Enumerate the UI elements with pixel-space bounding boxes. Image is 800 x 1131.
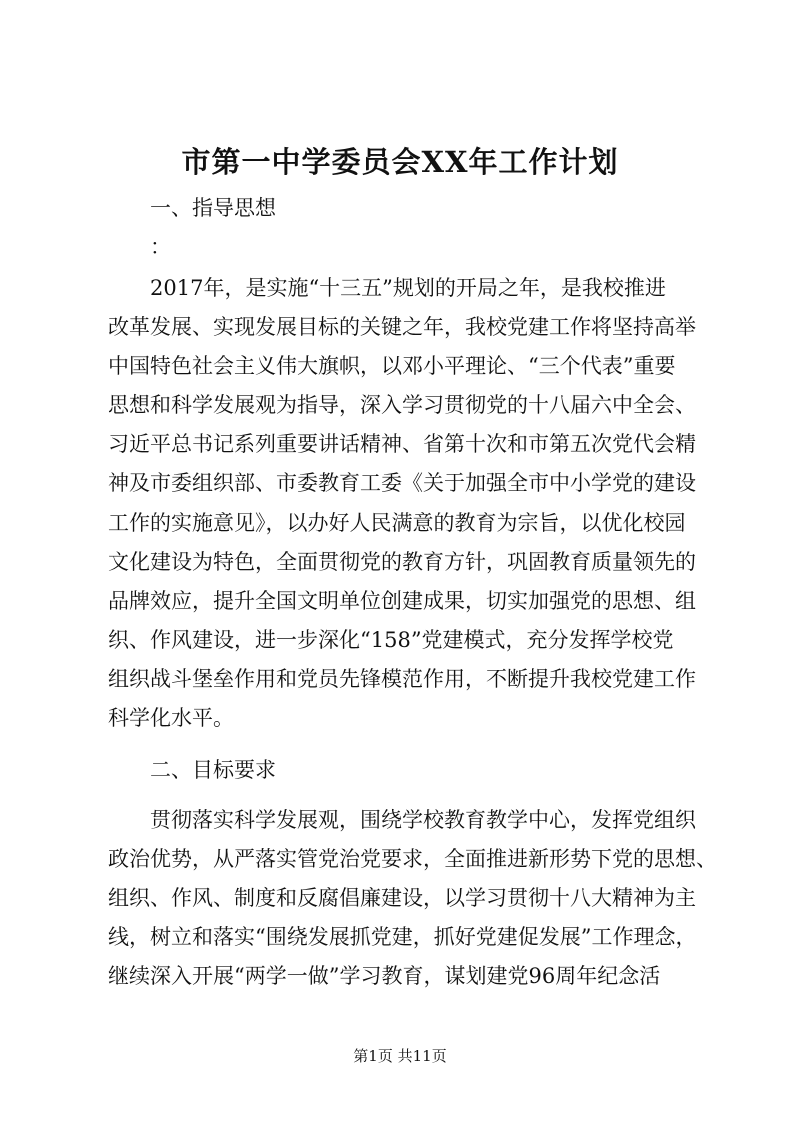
- paragraph-line: 组织战斗堡垒作用和党员先锋模范作用，不断提升我校党建工作: [108, 667, 696, 691]
- paragraph-line: 组织、作风、制度和反腐倡廉建设，以学习贯彻十八大精神为主: [108, 886, 696, 910]
- paragraph-line: 中国特色社会主义伟大旗帜，以邓小平理论、“三个代表”重要: [108, 354, 676, 378]
- paragraph-line: 习近平总书记系列重要讲话精神、省第十次和市第五次党代会精: [108, 432, 696, 456]
- colon-mark: ：: [150, 235, 171, 259]
- paragraph-line: 政治优势，从严落实管党治党要求，全面推进新形势下党的思想、: [108, 847, 717, 871]
- document-title: 市第一中学委员会XX年工作计划: [181, 145, 619, 179]
- paragraph-line: 线，树立和落实“围绕发展抓党建，抓好党建促发展”工作理念，: [108, 925, 697, 949]
- page-number-footer: 第1页 共11页: [353, 1047, 447, 1065]
- paragraph-line: 工作的实施意见》，以办好人民满意的教育为宗旨，以优化校园: [108, 511, 686, 535]
- section-heading-goals: 二、目标要求: [150, 758, 276, 782]
- paragraph-line: 继续深入开展“两学一做”学习教育，谋划建党96周年纪念活: [108, 964, 661, 988]
- paragraph-line: 品牌效应，提升全国文明单位创建成果，切实加强党的思想、组: [108, 589, 696, 613]
- paragraph-line: 改革发展、实现发展目标的关键之年，我校党建工作将坚持高举: [108, 315, 696, 339]
- paragraph-line: 2017年，是实施“十三五”规划的开局之年，是我校推进: [150, 276, 666, 300]
- paragraph-line: 神及市委组织部、市委教育工委《关于加强全市中小学党的建设: [108, 471, 696, 495]
- paragraph-line: 科学化水平。: [108, 706, 234, 730]
- paragraph-line: 织、作风建设，进一步深化“158”党建模式，充分发挥学校党: [108, 628, 674, 652]
- paragraph-line: 思想和科学发展观为指导，深入学习贯彻党的十八届六中全会、: [108, 393, 696, 417]
- section-heading-guiding-ideology: 一、指导思想: [150, 196, 276, 220]
- paragraph-line: 文化建设为特色，全面贯彻党的教育方针，巩固教育质量领先的: [108, 550, 696, 574]
- paragraph-line: 贯彻落实科学发展观，围绕学校教育教学中心，发挥党组织: [150, 808, 696, 832]
